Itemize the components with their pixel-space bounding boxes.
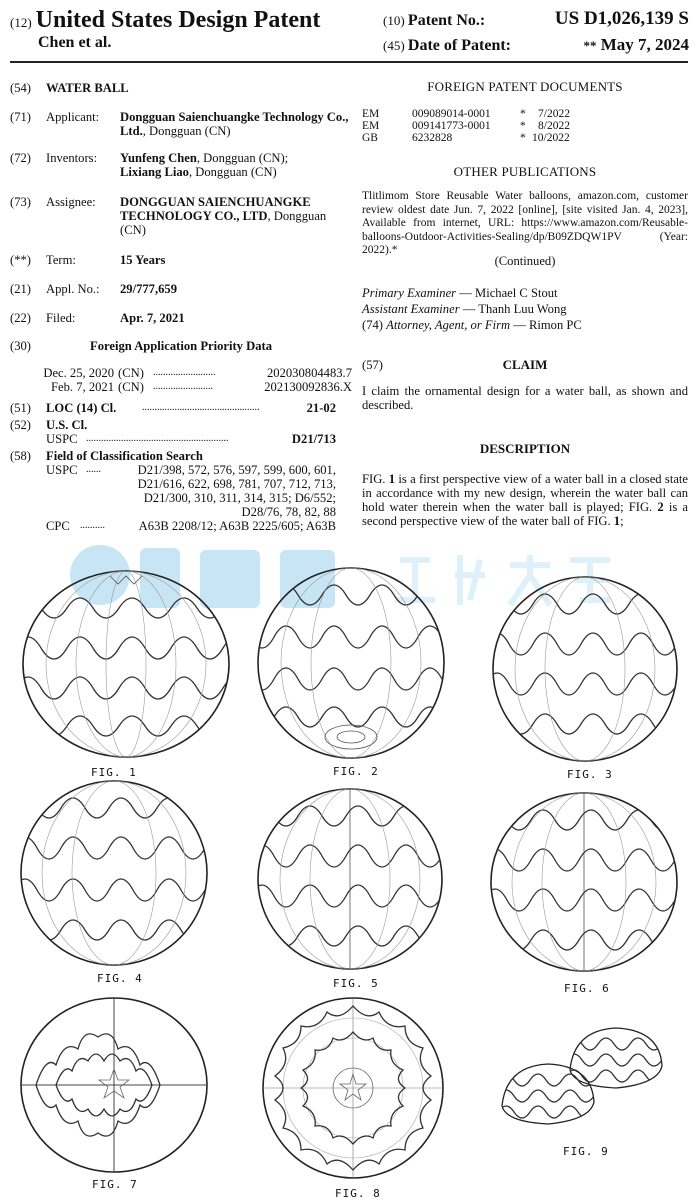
applicant-name: Dongguan Saienchuangke Technology Co., Ltd.: [120, 110, 349, 138]
term-code: (**): [10, 253, 31, 267]
foreign-doc-row: [362, 132, 688, 144]
patent-title: WATER BALL: [46, 81, 129, 95]
fig-1-drawing: [20, 568, 232, 760]
fig-label: FIG. 4: [97, 972, 143, 985]
field-uspc-line: D28/76, 78, 82, 88: [241, 505, 336, 519]
term-label: Term:: [46, 253, 76, 267]
desc-part: FIG.: [362, 472, 389, 486]
loc-dots: ...............................................: [142, 402, 260, 413]
foreign-cc: EM: [362, 120, 380, 132]
foreign-docs-heading: FOREIGN PATENT DOCUMENTS: [427, 79, 623, 94]
foreign-star: *: [520, 108, 526, 120]
field-uspc-line: D21/616, 622, 698, 781, 707, 712, 713,: [137, 477, 336, 491]
field-uspc-line: D21/300, 310, 311, 314, 315; D6/552;: [143, 491, 336, 505]
field-code: (58): [10, 449, 31, 463]
priority-code: (30): [10, 339, 31, 353]
fig-2-drawing: [255, 565, 447, 761]
fig-label: FIG. 8: [335, 1187, 381, 1200]
inventor-short: Chen et al.: [38, 34, 112, 51]
code-12: (12): [10, 15, 32, 30]
inventor-1-place: , Dongguan (CN);: [196, 151, 289, 165]
foreign-docs-title: [362, 80, 688, 94]
patent-number: US D1,026,139 S: [554, 8, 689, 29]
fig-9-drawing: [498, 1022, 666, 1140]
field-uspc-line: D21/398, 572, 576, 597, 599, 600, 601,: [137, 463, 336, 477]
foreign-star: *: [520, 132, 526, 144]
appl-code: (21): [10, 282, 31, 296]
inventors-label: Inventors:: [46, 151, 98, 165]
fig-6-drawing: [488, 790, 680, 974]
foreign-number: 6232828: [412, 132, 453, 144]
uspc-value: D21/713: [291, 432, 336, 446]
fig-7-drawing: [18, 995, 210, 1175]
applicant-code: (71): [10, 110, 31, 124]
examiners: [362, 285, 688, 335]
foreign-doc-row: [362, 108, 688, 120]
priority-dots: .........................: [153, 367, 216, 378]
fig-label: FIG. 5: [333, 977, 379, 990]
applicant-place: , Dongguan (CN): [142, 124, 231, 138]
cpc-dots: ..........: [80, 520, 105, 531]
title-code: (54): [10, 81, 31, 95]
priority-date: Dec. 25, 2020: [43, 366, 114, 380]
uscl-label: U.S. Cl.: [46, 418, 88, 432]
fig-label: FIG. 6: [564, 982, 610, 995]
desc-part: is a second perspective view of the water ball of FIG.: [362, 500, 688, 528]
loc-code: (51): [10, 401, 31, 415]
code-10: (10): [383, 13, 405, 28]
foreign-star: *: [520, 120, 526, 132]
description-text: [362, 472, 688, 550]
code-45: (45): [383, 38, 405, 53]
fig-label: FIG. 9: [563, 1145, 609, 1158]
other-publications-text: Tlitlimom Store Reusable Water balloons, amazon.com, customer review oldest date Jun. 7, 2022 [online], [site visited Jan. 4, 2023], Available from internet, URL: https://www.amazon.com/Reusable-balloons-Outdoor-Activities-Sealing/dp/B09ZDQW1PV (Year: 2022).*: [362, 190, 688, 256]
priority-row: [10, 380, 352, 394]
fig-label: FIG. 7: [92, 1178, 138, 1191]
claim-text: I claim the ornamental design for a water ball, as shown and described.: [362, 384, 688, 412]
attorney-label: Attorney, Agent, or Firm: [386, 318, 511, 332]
fig-4-drawing: [18, 778, 210, 968]
priority-country: (CN): [118, 366, 144, 380]
cpc-value: A63B 2208/12; A63B 2225/605; A63B: [138, 519, 336, 533]
desc-fig-ref: 2: [657, 500, 664, 514]
foreign-number: 009089014-0001: [412, 108, 491, 120]
cpc-label: CPC: [46, 519, 70, 533]
foreign-date: 8/2022: [538, 120, 570, 132]
other-publications-heading: OTHER PUBLICATIONS: [453, 164, 597, 179]
patent-no-label: Patent No.:: [407, 12, 486, 29]
description-heading: DESCRIPTION: [479, 441, 571, 456]
fig-3-drawing: [490, 574, 680, 764]
fig-8-drawing: [260, 995, 446, 1181]
uscl-code: (52): [10, 418, 31, 432]
desc-fig-ref: 1: [388, 472, 396, 486]
inventor-2: Lixiang Liao: [120, 165, 189, 179]
priority-number: 202030804483.7: [266, 366, 352, 380]
primary-examiner-label: Primary Examiner: [362, 286, 457, 300]
foreign-cc: EM: [362, 108, 380, 120]
inventor-1: Yunfeng Chen: [120, 151, 197, 165]
field-uspc-dots: ......: [86, 464, 101, 475]
assignee-code: (73): [10, 195, 31, 209]
assignee-place: , Dongguan (CN): [120, 209, 327, 237]
desc-part: ;: [620, 514, 624, 528]
desc-part: is a first perspective view of a water ball in a closed state in accordance with my new design, wherein the water ball can hold water therein when the water ball is played; FIG.: [362, 472, 688, 514]
filed-date: Apr. 7, 2021: [120, 311, 185, 325]
priority-dots: ........................: [153, 381, 213, 392]
fig-label: FIG. 2: [333, 765, 379, 778]
primary-examiner: — Michael C Stout: [459, 286, 558, 300]
continued-note: (Continued): [494, 254, 556, 268]
date-label: Date of Patent:: [407, 37, 511, 54]
loc-label: LOC (14) Cl.: [46, 401, 117, 415]
foreign-doc-row: [362, 120, 688, 132]
fig-label: FIG. 3: [567, 768, 613, 781]
fig-label: FIG. 1: [91, 766, 137, 779]
term-value: 15 Years: [120, 253, 166, 267]
field-title: Field of Classification Search: [46, 449, 203, 463]
loc-value: 21-02: [306, 401, 336, 415]
claim-heading-row: [362, 358, 688, 374]
priority-number: 202130092836.X: [264, 380, 352, 394]
priority-country: (CN): [118, 380, 144, 394]
foreign-date: 10/2022: [532, 132, 570, 144]
assignee-label: Assignee:: [46, 195, 96, 209]
assistant-examiner-label: Assistant Examiner: [362, 302, 460, 316]
priority-row: [10, 366, 352, 380]
attorney-code: (74): [362, 318, 383, 332]
foreign-date: 7/2022: [538, 108, 570, 120]
foreign-number: 009141773-0001: [412, 120, 491, 132]
inventor-2-place: , Dongguan (CN): [188, 165, 277, 179]
priority-list: [10, 366, 352, 396]
filed-code: (22): [10, 311, 31, 325]
priority-date: Feb. 7, 2021: [51, 380, 114, 394]
foreign-cc: GB: [362, 132, 378, 144]
applicant-label: Applicant:: [46, 110, 100, 124]
assistant-examiner: — Thanh Luu Wong: [462, 302, 567, 316]
uspc-label: USPC: [46, 432, 78, 446]
appl-number: 29/777,659: [120, 282, 178, 296]
inventors-code: (72): [10, 151, 31, 165]
fig-5-drawing: [255, 786, 445, 972]
appl-label: Appl. No.:: [46, 282, 100, 296]
foreign-docs-list: [362, 108, 688, 148]
claim-heading: CLAIM: [502, 357, 548, 372]
desc-fig-ref: 1: [613, 514, 621, 528]
patent-date: May 7, 2024: [600, 35, 689, 54]
date-mark: **: [583, 38, 597, 53]
priority-title: Foreign Application Priority Data: [90, 339, 273, 353]
claim-code: (57): [362, 358, 383, 372]
uspc-dots: .........................................................: [86, 433, 229, 444]
header-divider: [10, 61, 688, 63]
attorney-firm: — Rimon PC: [513, 318, 582, 332]
patent-kind: United States Design Patent: [35, 7, 321, 33]
assignee-name: DONGGUAN SAIENCHUANGKE TECHNOLOGY CO., LTD: [120, 195, 311, 223]
field-uspc-label: USPC: [46, 463, 78, 477]
filed-label: Filed:: [46, 311, 76, 325]
